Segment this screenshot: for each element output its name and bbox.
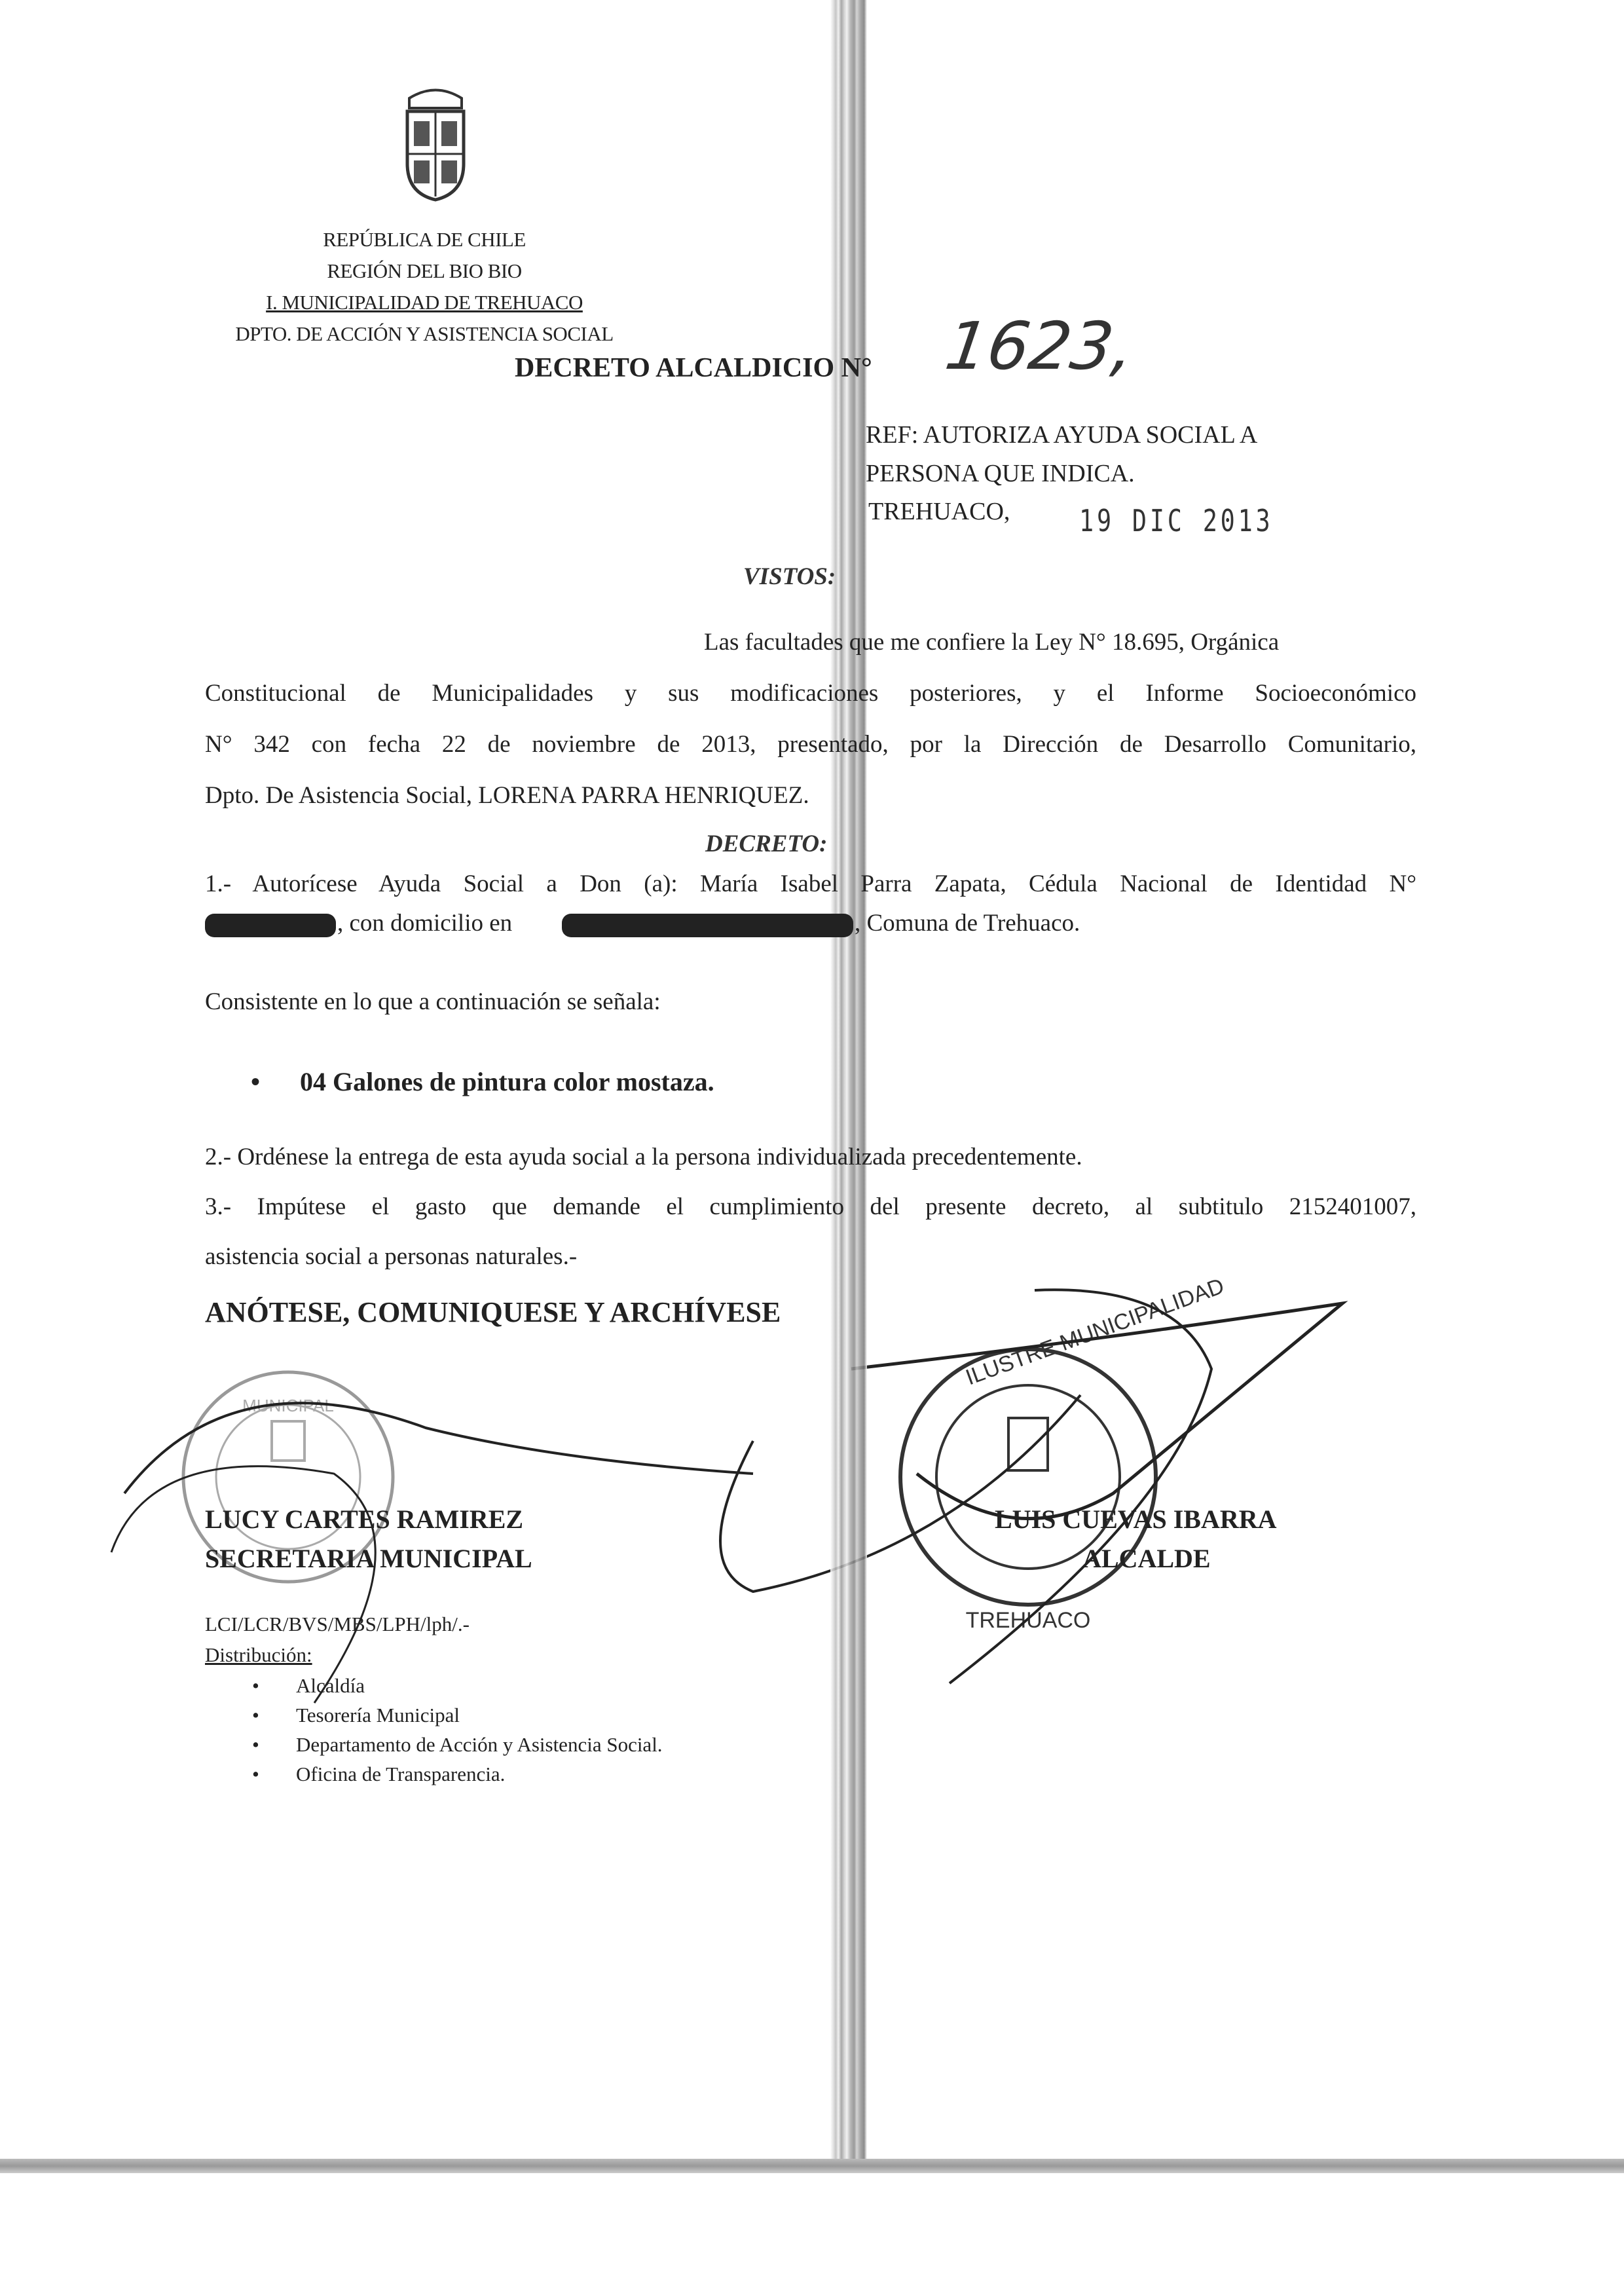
aid-item-bullet: • (251, 1067, 261, 1096)
redacted-id-number (205, 914, 336, 937)
consistente-text: Consistente en lo que a continuación se señala: (205, 988, 661, 1015)
date-stamp: 19 DIC 2013 (1079, 503, 1274, 538)
scan-binding-stripe (830, 0, 867, 2161)
decree-item-3: 3.- Impútese el gasto que demande el cumplimiento del presente decreto, al subtitulo 2152401007, (205, 1193, 1416, 1220)
secretary-title: SECRETARIA MUNICIPAL (205, 1544, 532, 1573)
scan-bottom-edge (0, 2159, 1624, 2173)
stamp-inner-text: MUNICIPAL (242, 1396, 334, 1415)
decreto-heading: DECRETO: (705, 830, 828, 857)
ref-line-2: PERSONA QUE INDICA. (866, 460, 1135, 487)
distribution-item: • Oficina de Transparencia. (252, 1763, 663, 1792)
decree-item-1-commune: , Comuna de Trehuaco. (855, 910, 1080, 937)
decree-number-handwritten: 1623, (940, 308, 1139, 384)
header-region: REGIÓN DEL BIO BIO (327, 259, 522, 282)
redacted-address (562, 914, 853, 937)
municipal-crest-logo (399, 85, 471, 203)
place: TREHUACO, (868, 498, 1010, 525)
decree-title: DECRETO ALCALDICIO N° (515, 353, 872, 383)
distribution-label: Distribución: (205, 1643, 312, 1666)
distribution-list (252, 1674, 663, 1792)
secretary-name: LUCY CARTES RAMIREZ (205, 1504, 524, 1534)
decree-item-1: 1.- Autorícese Ayuda Social a Don (a): María Isabel Parra Zapata, Cédula Nacional de Identidad N° (205, 870, 1416, 897)
header-country: REPÚBLICA DE CHILE (323, 228, 526, 251)
decree-item-1-address-label: , con domicilio en (337, 910, 513, 937)
distribution-item: • Departamento de Acción y Asistencia Social. (252, 1733, 663, 1763)
mayor-title: ALCALDE (1082, 1544, 1211, 1573)
vistos-line: Dpto. De Asistencia Social, LORENA PARRA HENRIQUEZ. (205, 782, 809, 809)
distribution-item: • Alcaldía (252, 1674, 663, 1704)
ref-line-1: REF: AUTORIZA AYUDA SOCIAL A (866, 421, 1258, 449)
header-department: DPTO. DE ACCIÓN Y ASISTENCIA SOCIAL (235, 322, 614, 345)
vistos-line: N° 342 con fecha 22 de noviembre de 2013, presentado, por la Dirección de Desarrollo Comunitario, (205, 731, 1416, 758)
stamp-text: ILUSTRE MUNICIPALIDAD (962, 1273, 1228, 1390)
aid-item: 04 Galones de pintura color mostaza. (300, 1067, 714, 1096)
decree-item-2: 2.- Ordénese la entrega de esta ayuda social a la persona individualizada precedentemente. (205, 1144, 1082, 1170)
mayor-name: LUIS CUEVAS IBARRA (995, 1504, 1277, 1534)
closing-formula: ANÓTESE, COMUNIQUESE Y ARCHÍVESE (205, 1296, 781, 1328)
vistos-line: Constitucional de Municipalidades y sus modificaciones posteriores, y el Informe Socioeconómico (205, 680, 1416, 707)
stamp-bottom-text: TREHUACO (965, 1608, 1091, 1633)
distribution-item: • Tesorería Municipal (252, 1704, 663, 1733)
vistos-line: Las facultades que me confiere la Ley N° 18.695, Orgánica (704, 629, 1280, 656)
vistos-heading: VISTOS: (743, 563, 836, 590)
document-initials: LCI/LCR/BVS/MBS/LPH/lph/.- (205, 1613, 470, 1635)
decree-item-3-cont: asistencia social a personas naturales.- (205, 1243, 578, 1270)
header-municipality: I. MUNICIPALIDAD DE TREHUACO (266, 291, 583, 314)
